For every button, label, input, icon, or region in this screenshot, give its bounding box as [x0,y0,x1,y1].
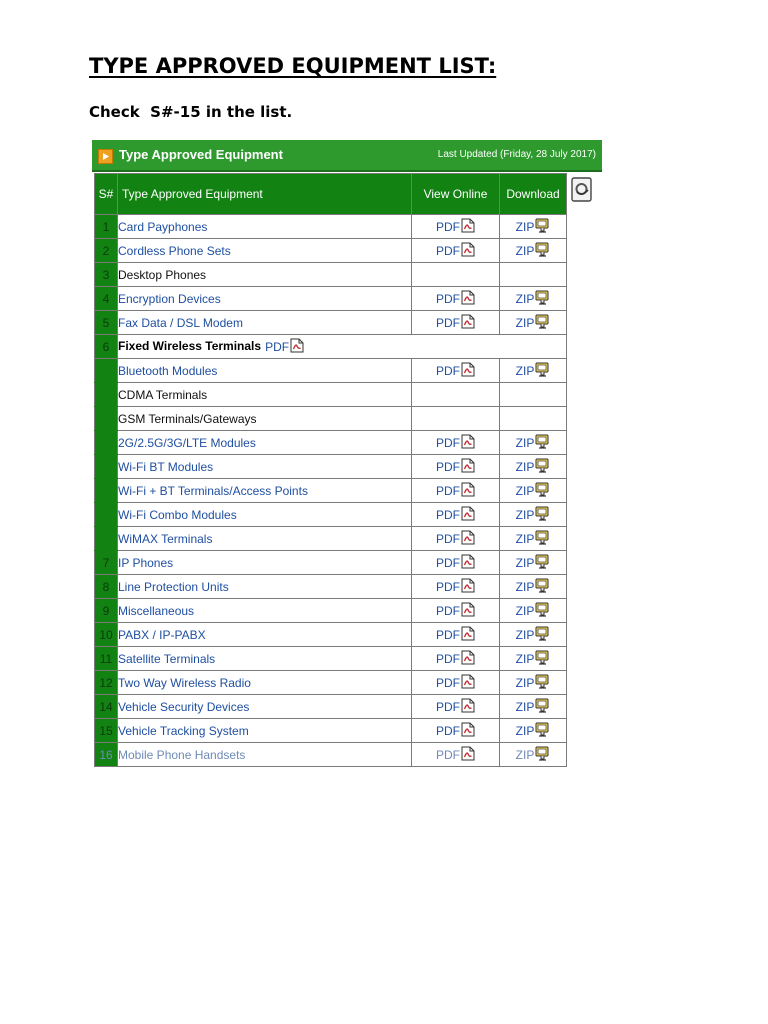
zip-archive-icon [535,482,550,500]
equipment-name-link: CDMA Terminals [118,383,412,407]
equipment-name-link[interactable]: Miscellaneous [118,599,412,623]
zip-link[interactable] [500,743,567,767]
zip-label: ZIP [515,459,535,474]
zip-label: ZIP [515,651,535,666]
empty-cell [412,407,500,431]
row-serial: 14 [95,695,118,719]
zip-label: ZIP [515,603,535,618]
panel-banner [92,140,602,172]
zip-link[interactable] [500,215,567,239]
table-row [95,743,567,767]
pdf-document-icon [461,458,475,476]
equipment-name-link[interactable]: WiMAX Terminals [118,527,412,551]
zip-label: ZIP [515,315,535,330]
pdf-label: PDF [436,699,460,714]
table-row [95,695,567,719]
equipment-screenshot [92,140,606,762]
equipment-name-link[interactable]: Mobile Phone Handsets [118,743,412,767]
zip-label: ZIP [515,243,535,258]
zip-label: ZIP [515,747,535,762]
row-serial [95,431,118,455]
pdf-link[interactable] [412,719,500,743]
table-row [95,623,567,647]
row-name: Fixed Wireless Terminals [118,338,262,353]
table-row [95,215,567,239]
header-equipment: Type Approved Equipment [118,174,412,215]
zip-link[interactable] [500,359,567,383]
zip-link[interactable] [500,527,567,551]
zip-link[interactable] [500,695,567,719]
pdf-label: PDF [436,579,460,594]
pdf-document-icon [461,650,475,668]
table-row [95,287,567,311]
equipment-name-link[interactable]: Vehicle Tracking System [118,719,412,743]
pdf-document-icon [461,698,475,716]
equipment-name-link[interactable]: IP Phones [118,551,412,575]
table-row [95,359,567,383]
zip-archive-icon [535,458,550,476]
table-row [95,719,567,743]
pdf-label: PDF [436,555,460,570]
zip-link[interactable] [500,551,567,575]
pdf-link[interactable] [412,479,500,503]
equipment-name-link: GSM Terminals/Gateways [118,407,412,431]
pdf-document-icon [461,578,475,596]
zip-label: ZIP [515,219,535,234]
pdf-document-icon [461,242,475,260]
zip-link[interactable] [500,671,567,695]
zip-archive-icon [535,746,550,764]
zip-label: ZIP [515,363,535,378]
pdf-document-icon [461,482,475,500]
equipment-name-link[interactable]: Vehicle Security Devices [118,695,412,719]
row-serial [95,455,118,479]
zip-archive-icon [535,602,550,620]
pdf-link[interactable] [412,575,500,599]
pdf-label: PDF [436,603,460,618]
empty-cell [412,383,500,407]
table-row [95,455,567,479]
table-row [95,551,567,575]
pdf-link[interactable] [412,455,500,479]
zip-archive-icon [535,434,550,452]
pdf-link[interactable] [412,431,500,455]
pdf-document-icon [461,362,475,380]
last-updated: Last Updated (Friday, 28 July 2017) [437,149,596,160]
row-serial [95,479,118,503]
pdf-document-icon [290,338,304,356]
pdf-link[interactable] [412,215,500,239]
pdf-document-icon [461,554,475,572]
table-row [95,335,567,359]
pdf-link[interactable] [412,647,500,671]
zip-label: ZIP [515,723,535,738]
pdf-link[interactable] [412,623,500,647]
pdf-document-icon [461,314,475,332]
table-row [95,599,567,623]
header-download: Download [500,174,567,215]
pdf-label: PDF [436,243,460,258]
zip-link[interactable] [500,719,567,743]
pdf-link[interactable] [412,551,500,575]
zip-link[interactable] [500,479,567,503]
row-serial: 6 [95,335,118,359]
table-row [95,479,567,503]
row-serial: 9 [95,599,118,623]
pdf-label: PDF [436,651,460,666]
pdf-label: PDF [436,363,460,378]
pdf-link[interactable] [412,287,500,311]
row-serial: 11 [95,647,118,671]
zip-link[interactable] [500,623,567,647]
equipment-name-link[interactable]: Bluetooth Modules [118,359,412,383]
table-row [95,239,567,263]
zip-link[interactable] [500,455,567,479]
equipment-name-link[interactable]: Encryption Devices [118,287,412,311]
pdf-document-icon [461,434,475,452]
pdf-link[interactable] [412,527,500,551]
pdf-document-icon [461,530,475,548]
zip-link[interactable] [500,503,567,527]
panel-title: Type Approved Equipment [119,147,283,162]
pdf-link[interactable] [412,503,500,527]
empty-cell [500,383,567,407]
pdf-label: PDF [436,507,460,522]
zip-label: ZIP [515,507,535,522]
pdf-label: PDF [436,435,460,450]
zip-link[interactable] [500,647,567,671]
table-row [95,647,567,671]
zip-label: ZIP [515,555,535,570]
table-row [95,383,567,407]
row-serial: 1 [95,215,118,239]
pdf-document-icon [461,218,475,236]
equipment-name-link[interactable]: Wi-Fi Combo Modules [118,503,412,527]
page-curl-icon[interactable] [570,177,594,203]
zip-label: ZIP [515,483,535,498]
zip-label: ZIP [515,291,535,306]
zip-label: ZIP [515,579,535,594]
row-serial [95,407,118,431]
pdf-link[interactable] [412,599,500,623]
pdf-label: PDF [436,219,460,234]
pdf-link[interactable] [412,239,500,263]
row-serial [95,503,118,527]
zip-archive-icon [535,218,550,236]
pdf-label: PDF [436,483,460,498]
pdf-label: PDF [265,339,290,354]
zip-archive-icon [535,290,550,308]
pdf-label: PDF [436,315,460,330]
row-serial: 2 [95,239,118,263]
zip-archive-icon [535,242,550,260]
row-serial: 8 [95,575,118,599]
pdf-label: PDF [436,675,460,690]
pdf-document-icon [461,602,475,620]
zip-label: ZIP [515,531,535,546]
empty-cell [500,407,567,431]
pdf-document-icon [461,290,475,308]
zip-link[interactable] [500,311,567,335]
empty-cell [500,263,567,287]
table-row [95,671,567,695]
pdf-link[interactable] [412,359,500,383]
equipment-name-link[interactable]: Line Protection Units [118,575,412,599]
row-serial: 16 [95,743,118,767]
row-serial: 7 [95,551,118,575]
pdf-link[interactable] [265,339,304,353]
zip-label: ZIP [515,627,535,642]
equipment-name-link[interactable]: Wi-Fi BT Modules [118,455,412,479]
pdf-link[interactable] [412,743,500,767]
zip-label: ZIP [515,699,535,714]
zip-archive-icon [535,698,550,716]
header-serial: S# [95,174,118,215]
pdf-document-icon [461,506,475,524]
zip-archive-icon [535,578,550,596]
header-view-online: View Online [412,174,500,215]
empty-cell [412,263,500,287]
row-serial [95,383,118,407]
equipment-name-link[interactable]: Wi-Fi + BT Terminals/Access Points [118,479,412,503]
pdf-label: PDF [436,291,460,306]
zip-link[interactable] [500,575,567,599]
table-row [95,311,567,335]
pdf-label: PDF [436,531,460,546]
pdf-link[interactable] [412,671,500,695]
table-row [95,503,567,527]
pdf-document-icon [461,674,475,692]
equipment-table [94,173,567,767]
zip-link[interactable] [500,287,567,311]
zip-archive-icon [535,362,550,380]
pdf-document-icon [461,746,475,764]
pdf-link[interactable] [412,311,500,335]
table-row [95,527,567,551]
zip-archive-icon [535,722,550,740]
zip-archive-icon [535,674,550,692]
pdf-link[interactable] [412,695,500,719]
pdf-document-icon [461,722,475,740]
document-note: Check S#-15 in the list. [89,103,293,121]
pdf-document-icon [461,626,475,644]
zip-archive-icon [535,650,550,668]
document-title: TYPE APPROVED EQUIPMENT LIST: [89,54,497,78]
row-serial: 4 [95,287,118,311]
row-serial [95,527,118,551]
pdf-label: PDF [436,627,460,642]
pdf-label: PDF [436,459,460,474]
row-serial: 15 [95,719,118,743]
equipment-name-link: Desktop Phones [118,263,412,287]
play-arrow-icon [98,149,113,164]
row-serial: 12 [95,671,118,695]
equipment-name-link[interactable]: Fax Data / DSL Modem [118,311,412,335]
zip-archive-icon [535,626,550,644]
zip-archive-icon [535,506,550,524]
zip-archive-icon [535,530,550,548]
table-header-row [95,174,567,215]
row-serial: 10 [95,623,118,647]
zip-link[interactable] [500,599,567,623]
table-row [95,575,567,599]
zip-link[interactable] [500,239,567,263]
equipment-name-link[interactable]: Satellite Terminals [118,647,412,671]
equipment-name-link[interactable]: PABX / IP-PABX [118,623,412,647]
equipment-name-link[interactable]: Card Payphones [118,215,412,239]
row-group-cell [118,335,567,359]
table-row [95,263,567,287]
equipment-name-link[interactable]: 2G/2.5G/3G/LTE Modules [118,431,412,455]
zip-archive-icon [535,554,550,572]
row-serial: 5 [95,311,118,335]
pdf-label: PDF [436,723,460,738]
pdf-label: PDF [436,747,460,762]
equipment-name-link[interactable]: Cordless Phone Sets [118,239,412,263]
zip-link[interactable] [500,431,567,455]
table-row [95,431,567,455]
row-serial: 3 [95,263,118,287]
table-row [95,407,567,431]
zip-archive-icon [535,314,550,332]
zip-label: ZIP [515,675,535,690]
zip-label: ZIP [515,435,535,450]
row-serial [95,359,118,383]
equipment-name-link[interactable]: Two Way Wireless Radio [118,671,412,695]
